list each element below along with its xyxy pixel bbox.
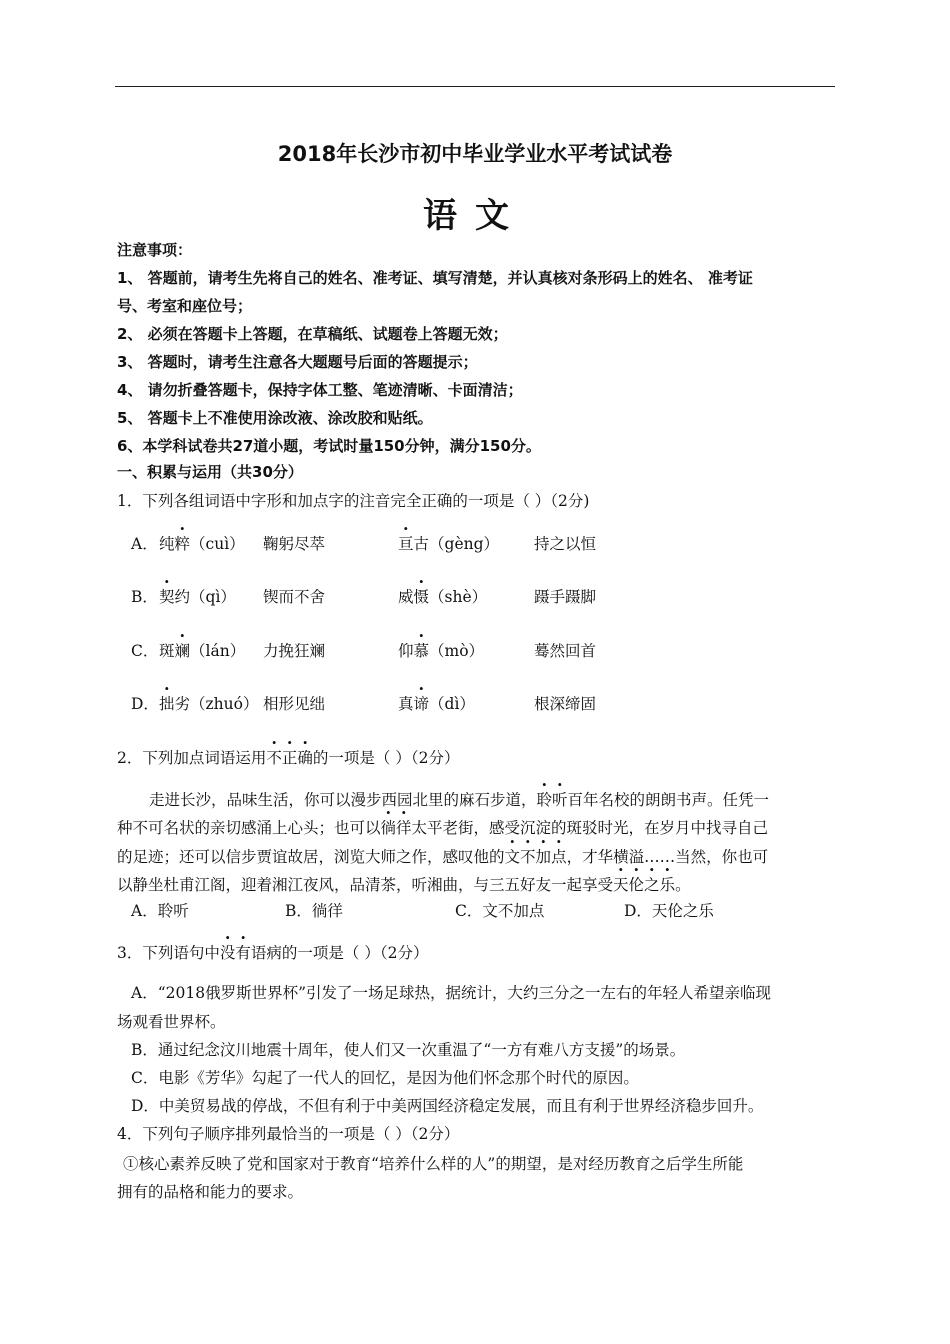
notice-heading: 注意事项： (117, 241, 193, 259)
q3-stem: 3．下列语句中没有语病的一项是（ ）（2分） (117, 941, 428, 963)
emphasis-dot-char: 徜 (380, 819, 397, 837)
exam-page: 2018年长沙市初中毕业学业水平考试试卷 语文 注意事项： 1、 答题前，请考生先将自己的姓名、准考证、填写清楚，并认真核对条形码上的姓名、 准考证 号、考室和座位号； 2、 必须在答题卡上答题，在草稿纸、试题卷上答题无效； 3、 答题时，请考生注意各大题题号后面的答题提示； 4、 请勿折叠答题卡，保持字体工整、笔迹清晰、卡面清洁； 5、 答题卡上不准使用涂改液、涂改胶和贴纸。 6、本学科试卷共27道小题，考试时量150分钟，满分150分。 一、积累与运用（共30分） 1．下列各组词语中字形和加点字的注音完全正确的一项是（ ）（2分) A． 纯粹（cuì） 鞠躬尽萃 亘古（gèng） 持之以恒 B． 契约（qì） 锲而不舍 威慑（shè） 蹑手蹑脚 C． 斑斓（lán） 力挽狂斓 仰慕（mò） 蓦然回首 D． 拙劣（zhuó） 相形见绌 真谛（dì） 根深缔固 2．下列加点词语运用不正确的一项是（ ）（2分） 走进长沙，品味生活，你可以漫步西园北里的麻石步道，聆听百年名校的朗朗书声。任凭一 种不可名状的亲切感涌上心头；也可以徜徉太平老街，感受沉淀的斑驳时光，在岁月中找寻自己 的足迹；还可以信步贾谊故居，浏览大师之作，感叹他的文不加点，才华横溢……当然，你也可 以静坐杜甫江阁，迎着湘江夜风，品清茶，听湘曲，与三五好友一起享受天伦之乐。 A．聆听 B．徜徉 C．文不加点 D．天伦之乐 3．下列语句中没有语病的一项是（ ）（2分） A．“2018俄罗斯世界杯”引发了一场足球热，据统计，大约三分之一左右的年轻人希望亲临现 场观看世界杯。 B．通过纪念汶川地震十周年，使人们又一次重温了“一方有难八方支援”的场景。 C．电影《芳华》勾起了一代人的回忆，是因为他们怀念那个时代的原因。 D．中美贸易战的停战，不但有利于中美两国经济稳定发展，而且有利于世界经济稳步回升。 4．下列句子顺序排列最恰当的一项是（ ）（2分） ①核心素养反映了党和国家对于教育“培养什么样的人”的期望，是对经历教育之后学生所能 拥有的品格和能力的要求。 (0, 0, 950, 1344)
emphasis-dot-word (220, 944, 251, 962)
emphasis-dot-char: 加 (535, 848, 552, 866)
emphasis-dot-char: 不 (266, 749, 282, 767)
q3-option-a: A．“2018俄罗斯世界杯”引发了一场足球热，据统计，大约三分之一左右的年轻人希望亲临现 (131, 984, 771, 1002)
section-heading: 一、积累与运用（共30分） (117, 463, 303, 481)
q2-passage-line-1: 走进长沙，品味生活，你可以漫步西园北里的麻石步道，聆听百年名校的朗朗书声。任凭一 (149, 788, 769, 810)
emphasis-dot-word (266, 749, 313, 767)
emphasis-dot-char: 不 (520, 848, 536, 866)
emphasis-dot-word (537, 791, 568, 809)
q2-passage-line-2: 种不可名状的亲切感涌上心头；也可以徜徉太平老街，感受沉淀的斑驳时光，在岁月中找寻自己 (117, 816, 768, 838)
notice-item-6: 6、本学科试卷共27道小题，考试时量150分钟，满分150分。 (117, 437, 541, 455)
q2-option-a: A．聆听 (131, 902, 189, 920)
q3-option-a-cont: 场观看世界杯。 (117, 1013, 226, 1031)
q2-stem: 2．下列加点词语运用不正确的一项是（ ）（2分） (117, 746, 459, 768)
emphasis-dot-char: 有 (235, 944, 251, 962)
notice-item-3: 3、 答题时，请考生注意各大题题号后面的答题提示； (117, 353, 478, 371)
emphasis-dot-char: 聆 (536, 791, 553, 809)
emphasis-dot-word (505, 848, 567, 866)
q2-passage-line-4: 以静坐杜甫江阁，迎着湘江夜风，品清茶，听湘曲，与三五好友一起享受天伦之乐。 (117, 873, 691, 895)
emphasis-dot-char: 亘 (398, 535, 414, 553)
header-rule (115, 86, 835, 87)
notice-item-5: 5、 答题卡上不准使用涂改液、涂改胶和贴纸。 (117, 409, 433, 427)
q3-option-b: B．通过纪念汶川地震十周年，使人们又一次重温了“一方有难八方支援”的场景。 (131, 1041, 686, 1059)
q3-option-c: C．电影《芳华》勾起了一代人的回忆，是因为他们怀念那个时代的原因。 (131, 1069, 639, 1087)
emphasis-dot-char: 谛 (413, 695, 430, 713)
notice-item-1: 1、 答题前，请考生先将自己的姓名、准考证、填写清楚，并认真核对条形码上的姓名、 准考证 (117, 269, 753, 287)
subject-title: 语文 (423, 196, 527, 236)
q1-stem: 1．下列各组词语中字形和加点字的注音完全正确的一项是（ ）（2分) (117, 492, 590, 510)
emphasis-dot-char: 确 (297, 749, 313, 767)
emphasis-dot-char: 没 (219, 944, 236, 962)
emphasis-dot-word (381, 819, 412, 837)
q3-option-d: D．中美贸易战的停战，不但有利于中美两国经济稳定发展，而且有利于世界经济稳步回升。 (131, 1097, 764, 1115)
emphasis-dot-char: 慕 (413, 642, 430, 660)
emphasis-dot-char: 粹 (174, 535, 191, 553)
q2-option-d: D．天伦之乐 (624, 902, 714, 920)
q2-passage-line-3: 的足迹；还可以信步贾谊故居，浏览大师之作，感叹他的文不加点，才华横溢……当然，你也可 (117, 845, 768, 867)
exam-title: 2018年长沙市初中毕业学业水平考试试卷 (277, 142, 673, 166)
emphasis-dot-char: 契 (159, 588, 175, 606)
emphasis-dot-char: 点 (551, 848, 567, 866)
emphasis-dot-char: 慑 (413, 588, 430, 606)
q4-stem: 4．下列句子顺序排列最恰当的一项是（ ）（2分） (117, 1125, 460, 1143)
emphasis-dot-char: 拙 (159, 695, 175, 713)
emphasis-dot-char: 正 (281, 749, 298, 767)
emphasis-dot-char: 听 (552, 791, 568, 809)
q2-option-b: B．徜徉 (285, 902, 343, 920)
emphasis-dot-word (613, 876, 675, 894)
emphasis-dot-char: 之 (644, 876, 660, 894)
emphasis-dot-char: 文 (504, 848, 521, 866)
notice-item-4: 4、 请勿折叠答题卡，保持字体工整、笔迹清晰、卡面清洁； (117, 381, 523, 399)
q2-option-c: C．文不加点 (455, 902, 545, 920)
emphasis-dot-char: 徉 (396, 819, 412, 837)
emphasis-dot-char: 斓 (174, 642, 191, 660)
notice-item-2: 2、 必须在答题卡上答题，在草稿纸、试题卷上答题无效； (117, 325, 508, 343)
q4-sentence-1-cont: 拥有的品格和能力的要求。 (117, 1183, 304, 1201)
emphasis-dot-char: 天 (613, 876, 629, 894)
notice-item-1-cont: 号、考室和座位号； (117, 297, 253, 315)
emphasis-dot-char: 伦 (628, 876, 645, 894)
emphasis-dot-char: 乐 (659, 876, 676, 894)
q4-sentence-1: ①核心素养反映了党和国家对于教育“培养什么样的人”的期望，是对经历教育之后学生所能 (123, 1155, 744, 1173)
